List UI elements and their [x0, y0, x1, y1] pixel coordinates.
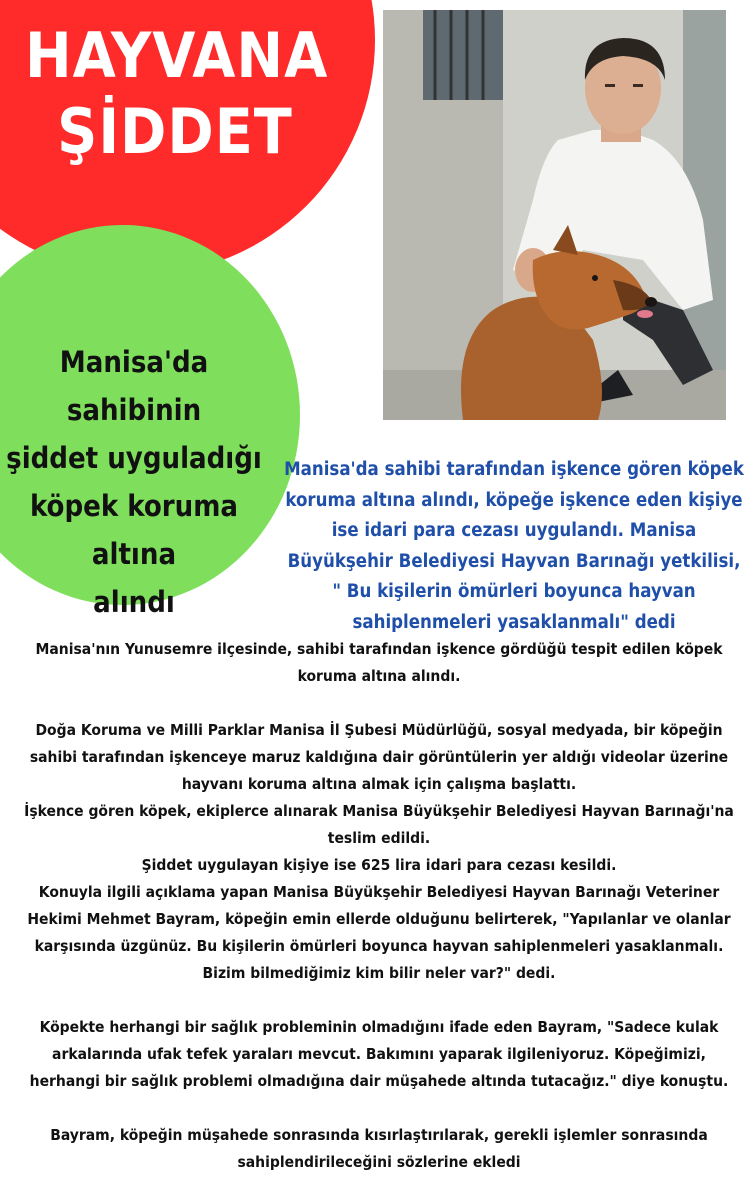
lead-paragraph: Manisa'da sahibi tarafından işkence gören köpek koruma altına alındı, köpeğe işkence eden kişiye ise idari para cezası uygulandı. Manisa Büyükşehir Belediyesi Hayvan Barınağı yetkilisi, " Bu kişilerin ömürleri boyunca hayvan sahiplenmeleri yasaklanmalı" dedi [284, 459, 744, 633]
headline-line-1: HAYVANA [25, 19, 329, 92]
article-paragraph-4: Şiddet uygulayan kişiye ise 625 lira idari para cezası kesildi. [141, 856, 617, 874]
paragraph-spacer [18, 1095, 740, 1122]
subtitle-line-3: köpek koruma altına [29, 489, 239, 571]
article-paragraph-6: Köpekte herhangi bir sağlık probleminin olmadığını ifade eden Bayram, "Sadece kulak arkalarında ufak tefek yaraları mevcut. Bakımını yaparak ilgileniyoruz. Köpeğimizi, herhangi bir sağlık problemi olmadığına dair müşahede altında tutacağız." diye konuştu. [29, 1018, 729, 1090]
headline [25, 18, 329, 170]
news-photo [383, 10, 726, 420]
subtitle [0, 338, 268, 626]
article-paragraph-5: Konuyla ilgili açıklama yapan Manisa Büyükşehir Belediyesi Hayvan Barınağı Veteriner Hekimi Mehmet Bayram, köpeğin emin ellerde olduğunu belirterek, "Yapılanlar ve olanlar karşısında üzgünüz. Bu kişilerin ömürleri boyunca hayvan sahiplenmeleri yasaklanmalı. Bizim bilmediğimiz kim bilir neler var?" dedi. [27, 883, 731, 982]
paragraph-spacer [18, 987, 740, 1014]
article-paragraph-2: Doğa Koruma ve Milli Parklar Manisa İl Şubesi Müdürlüğü, sosyal medyada, bir köpeğin sahibi tarafından işkenceye maruz kaldığına dair görüntülerin yer aldığı videolar üzerine hayvanı koruma altına almak için çalışma başlattı. [29, 721, 729, 793]
subtitle-line-2: şiddet uyguladığı [6, 441, 262, 475]
paragraph-spacer [18, 690, 740, 717]
article-paragraph-7: Bayram, köpeğin müşahede sonrasında kısırlaştırılarak, gerekli işlemler sonrasında sahiplendirileceğini sözlerine ekledi [50, 1126, 708, 1171]
subtitle-line-1: Manisa'da sahibinin [59, 345, 209, 427]
photo-vet-with-dog-icon [383, 10, 726, 420]
article-body [18, 636, 740, 1176]
article-paragraph-3: İşkence gören köpek, ekiplerce alınarak Manisa Büyükşehir Belediyesi Hayvan Barınağı'na teslim edildi. [24, 802, 734, 847]
subtitle-line-4: alındı [93, 585, 175, 619]
article-paragraph-1: Manisa'nın Yunusemre ilçesinde, sahibi tarafından işkence gördüğü tespit edilen köpek koruma altına alındı. [35, 640, 723, 685]
headline-line-2: ŞİDDET [57, 95, 293, 168]
